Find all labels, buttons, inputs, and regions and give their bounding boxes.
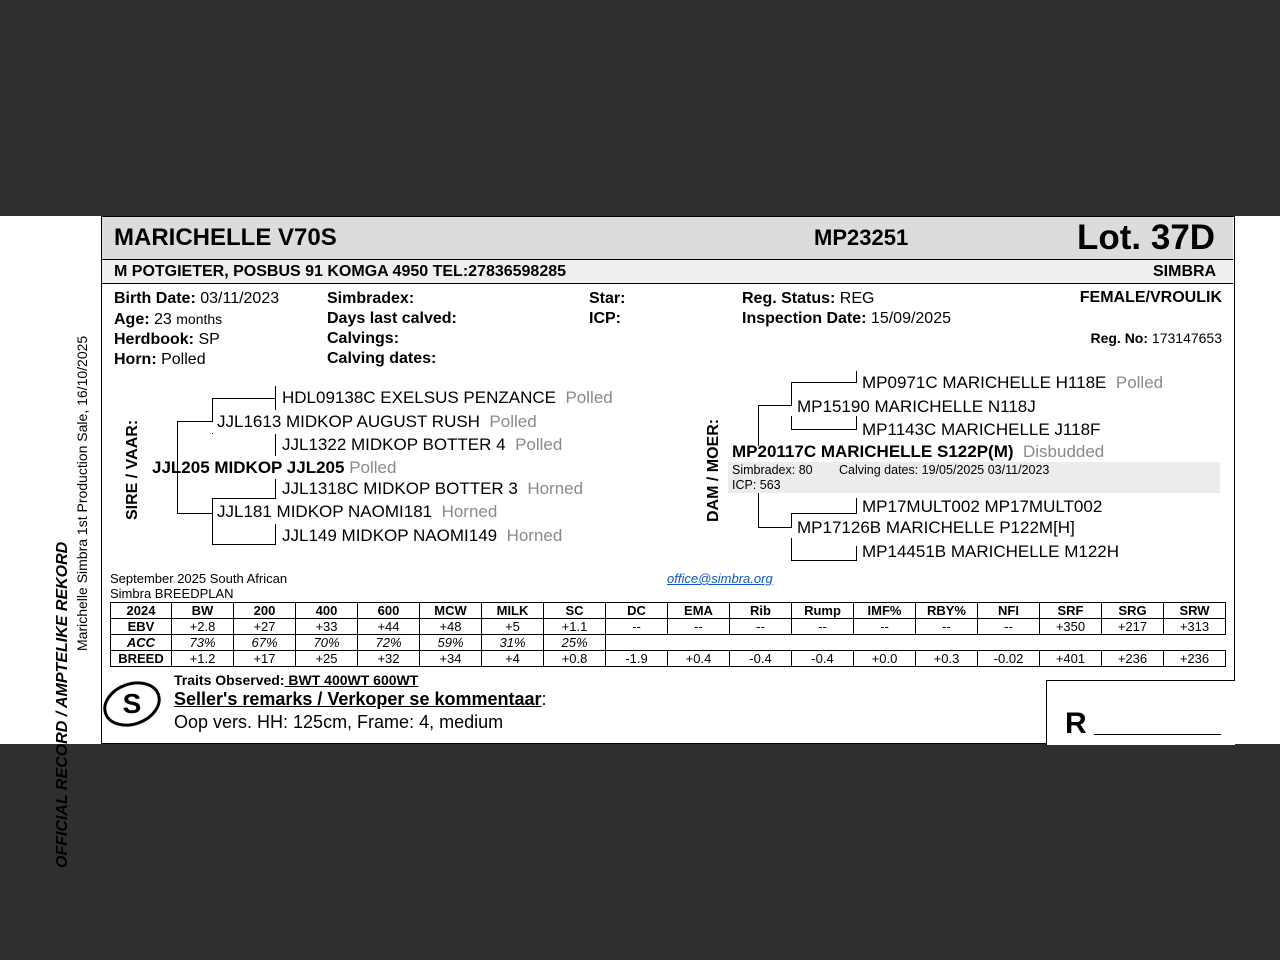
icp-label: ICP: <box>589 310 621 327</box>
logo-letter: S <box>122 688 142 719</box>
details-col-1 <box>114 289 279 370</box>
remarks-label: Seller's remarks / Verkoper se kommentaar <box>174 689 542 709</box>
reg-status: REG <box>839 290 875 307</box>
age-label: Age: <box>114 311 150 328</box>
ssd-horn: Polled <box>515 435 563 454</box>
acc-cell-0: ACC <box>111 635 172 651</box>
official-record-text: OFFICIAL RECORD / AMPTELIKE REKORD <box>54 541 71 868</box>
sire-horn: Polled <box>349 458 397 477</box>
ss-horn: Polled <box>489 412 537 431</box>
ssd-join <box>212 433 213 434</box>
ebv-row <box>111 619 1226 635</box>
hdr-cell-15: SRF <box>1040 603 1102 619</box>
sds-tick <box>275 479 276 499</box>
breed-cell-1: +1.2 <box>172 651 234 667</box>
dam-name: MP20117C MARICHELLE S122P(M) <box>732 442 1014 461</box>
dss-tick <box>856 371 857 383</box>
ebv-cell-11: -- <box>792 619 854 635</box>
hdr-cell-14: NFI <box>978 603 1040 619</box>
dsd-line-h <box>791 429 857 430</box>
sdd-line-v <box>212 513 213 545</box>
sire-line-h1 <box>177 421 213 422</box>
breed-cell-2: +17 <box>234 651 296 667</box>
sdd-line-h <box>212 544 276 545</box>
calving-dates-label: Calving dates: <box>327 350 437 367</box>
ssd-name: JJL1322 MIDKOP BOTTER 4 <box>282 435 506 454</box>
hdr-cell-7: SC <box>544 603 606 619</box>
breed-cell-13: +0.3 <box>916 651 978 667</box>
hdr-cell-3: 400 <box>296 603 358 619</box>
dam-dam: MP17126B MARICHELLE P122M[H] <box>797 518 1075 537</box>
breed-cell-7: +0.8 <box>544 651 606 667</box>
dsd-tick <box>856 416 857 430</box>
acc-cell-11 <box>792 635 854 651</box>
breed-cell-6: +4 <box>482 651 544 667</box>
breed-cell-8: -1.9 <box>606 651 668 667</box>
sire-dam-dam <box>282 526 562 546</box>
ebv-cell-0: EBV <box>111 619 172 635</box>
ssd-tick <box>275 434 276 456</box>
price-r-label: R <box>1065 707 1087 740</box>
dam <box>732 442 1104 462</box>
dam-dam-dam: MP14451B MARICHELLE M122H <box>862 542 1120 561</box>
acc-cell-15 <box>1040 635 1102 651</box>
dss-line-h <box>791 382 857 383</box>
ebv-cell-8: -- <box>606 619 668 635</box>
dam-simbradex: Simbradex: 80 <box>732 463 813 477</box>
dam-sire: MP15190 MARICHELLE N118J <box>797 397 1036 416</box>
dam-label-box <box>705 410 725 524</box>
breedplan-line-2: Simbra BREEDPLAN <box>110 586 234 601</box>
hdr-cell-1: BW <box>172 603 234 619</box>
acc-cell-16 <box>1102 635 1164 651</box>
email-link[interactable]: office@simbra.org <box>667 571 773 586</box>
dam-line-v-top <box>758 405 759 446</box>
hdr-cell-12: IMF% <box>854 603 916 619</box>
breed-cell-0: BREED <box>111 651 172 667</box>
breed-cell-5: +34 <box>420 651 482 667</box>
ebv-table <box>110 602 1226 667</box>
traits-observed <box>174 672 418 688</box>
acc-cell-14 <box>978 635 1040 651</box>
breed-cell-10: -0.4 <box>730 651 792 667</box>
sire-label: SIRE / VAAR: <box>124 419 141 520</box>
inspection-date: 15/09/2025 <box>870 310 951 327</box>
acc-cell-12 <box>854 635 916 651</box>
ebv-cell-6: +5 <box>482 619 544 635</box>
ebv-cell-3: +33 <box>296 619 358 635</box>
dam-sire-sire <box>862 373 1163 393</box>
ebv-cell-17: +313 <box>1164 619 1226 635</box>
herdbook-label: Herdbook: <box>114 331 194 348</box>
hdr-cell-0: 2024 <box>111 603 172 619</box>
sss-tick <box>275 386 276 410</box>
hdr-cell-17: SRW <box>1164 603 1226 619</box>
herdbook: SP <box>198 331 220 348</box>
vertical-sale-name <box>74 306 98 651</box>
ss-line-h <box>212 398 276 399</box>
simbra-logo <box>102 678 162 730</box>
remarks-heading <box>174 689 547 710</box>
animal-id: MP23251 <box>814 225 909 250</box>
days-calved-label: Days last calved: <box>327 310 457 327</box>
dam-horn: Disbudded <box>1022 442 1105 461</box>
ebv-cell-13: -- <box>916 619 978 635</box>
sire-name: JJL205 MIDKOP JJL205 <box>152 458 345 477</box>
dss-name: MP0971C MARICHELLE H118E <box>862 373 1107 392</box>
lot-card <box>0 216 1280 868</box>
details-col-3 <box>589 289 625 329</box>
price-line[interactable] <box>1094 734 1221 735</box>
dd-line-v1 <box>791 513 792 527</box>
dam-icp: ICP: 563 <box>732 478 781 492</box>
sire-sire <box>217 412 537 432</box>
acc-cell-10 <box>730 635 792 651</box>
ds-line-h <box>758 405 792 406</box>
sds-name: JJL1318C MIDKOP BOTTER 3 <box>282 479 518 498</box>
details-col-2 <box>327 289 457 369</box>
simbradex-label: Simbradex: <box>327 290 415 307</box>
sd-line-v <box>212 498 213 514</box>
dss-horn: Polled <box>1115 373 1164 392</box>
ebv-cell-2: +27 <box>234 619 296 635</box>
acc-cell-3: 70% <box>296 635 358 651</box>
sd-name: JJL181 MIDKOP NAOMI181 <box>217 502 433 521</box>
acc-cell-7: 25% <box>544 635 606 651</box>
reg-status-label: Reg. Status: <box>742 290 836 307</box>
sire-dam-sire <box>282 479 583 499</box>
owner-details: M POTGIETER, POSBUS 91 KOMGA 4950 TEL:27836598285 <box>114 263 567 280</box>
acc-cell-1: 73% <box>172 635 234 651</box>
horn: Polled <box>161 351 206 368</box>
sire-dam <box>217 502 497 522</box>
traits-label: Traits Observed: <box>174 672 285 688</box>
ebv-cell-1: +2.8 <box>172 619 234 635</box>
acc-cell-8 <box>606 635 668 651</box>
hdr-cell-6: MILK <box>482 603 544 619</box>
ebv-cell-12: -- <box>854 619 916 635</box>
ss-name: JJL1613 MIDKOP AUGUST RUSH <box>217 412 480 431</box>
details-col-4 <box>742 289 951 329</box>
sss-name: HDL09138C EXELSUS PENZANCE <box>282 388 557 407</box>
remarks-text: Oop vers. HH: 125cm, Frame: 4, medium <box>174 712 504 732</box>
sire-label-box <box>124 412 144 522</box>
hdr-cell-9: EMA <box>668 603 730 619</box>
inspection-label: Inspection Date: <box>742 310 867 327</box>
breed-cell-15: +401 <box>1040 651 1102 667</box>
acc-cell-17 <box>1164 635 1226 651</box>
hdr-cell-8: DC <box>606 603 668 619</box>
ebv-cell-9: -- <box>668 619 730 635</box>
age-value: 23 <box>154 311 172 328</box>
sdd-name: JJL149 MIDKOP NAOMI149 <box>282 526 498 545</box>
breed-cell-14: -0.02 <box>978 651 1040 667</box>
dds-line-h <box>791 513 857 514</box>
acc-cell-5: 59% <box>420 635 482 651</box>
acc-cell-6: 31% <box>482 635 544 651</box>
horn-label: Horn: <box>114 351 157 368</box>
remarks-colon: : <box>541 689 547 709</box>
acc-cell-13 <box>916 635 978 651</box>
hdr-cell-5: MCW <box>420 603 482 619</box>
sale-name-text: Marichelle Simbra 1st Production Sale, 16/10/2025 <box>74 335 90 651</box>
hdr-cell-10: Rib <box>730 603 792 619</box>
dam-sire-dam: MP1143C MARICHELLE J118F <box>862 420 1101 439</box>
ddd-tick <box>856 546 857 561</box>
breedplan-label <box>110 571 287 601</box>
dsd-line-v <box>791 416 792 430</box>
ebv-cell-7: +1.1 <box>544 619 606 635</box>
ebv-cell-15: +350 <box>1040 619 1102 635</box>
acc-cell-2: 67% <box>234 635 296 651</box>
dam-dam-sire: MP17MULT002 MP17MULT002 <box>862 497 1103 516</box>
sss-horn: Polled <box>565 388 613 407</box>
dam-label: DAM / MOER: <box>705 418 722 522</box>
acc-row <box>111 635 1226 651</box>
sire-sire-sire <box>282 388 613 408</box>
sd-line-h <box>212 498 276 499</box>
breed-cell-4: +32 <box>358 651 420 667</box>
ebv-cell-4: +44 <box>358 619 420 635</box>
sdd-tick <box>275 524 276 545</box>
hdr-cell-2: 200 <box>234 603 296 619</box>
sdd-horn: Horned <box>506 526 563 545</box>
hdr-cell-16: SRG <box>1102 603 1164 619</box>
sire-sire-dam <box>282 435 562 455</box>
ebv-header-row <box>111 603 1226 619</box>
star-label: Star: <box>589 290 626 307</box>
traits-value: BWT 400WT 600WT <box>284 672 419 688</box>
calvings-label: Calvings: <box>327 330 400 347</box>
hdr-cell-4: 600 <box>358 603 420 619</box>
reg-no <box>1090 330 1222 346</box>
breed-name: SIMBRA <box>1153 263 1217 280</box>
ebv-cell-5: +48 <box>420 619 482 635</box>
lot-number: Lot. 37D <box>1077 218 1216 257</box>
dam-line-v-bot <box>758 492 759 528</box>
breed-cell-16: +236 <box>1102 651 1164 667</box>
breedplan-line-1: September 2025 South African <box>110 571 288 586</box>
birth-date-label: Birth Date: <box>114 290 196 307</box>
ebv-cell-14: -- <box>978 619 1040 635</box>
acc-cell-9 <box>668 635 730 651</box>
sex: FEMALE/VROULIK <box>1079 289 1222 306</box>
dds-tick <box>856 498 857 514</box>
sire-line-h2 <box>177 513 213 514</box>
sd-horn: Horned <box>441 502 498 521</box>
ss-line-v <box>212 398 213 422</box>
ddd-line-h <box>791 560 857 561</box>
animal-name: MARICHELLE V70S <box>114 224 337 251</box>
age-unit: months <box>176 311 223 327</box>
breed-cell-17: +236 <box>1164 651 1226 667</box>
dd-line-v2 <box>791 538 792 561</box>
dd-line-h <box>758 527 792 528</box>
ebv-cell-16: +217 <box>1102 619 1164 635</box>
sds-horn: Horned <box>527 479 584 498</box>
acc-cell-4: 72% <box>358 635 420 651</box>
hdr-cell-13: RBY% <box>916 603 978 619</box>
ds-line-v <box>791 382 792 406</box>
breed-cell-9: +0.4 <box>668 651 730 667</box>
sire <box>152 458 396 478</box>
reg-no-value: 173147653 <box>1151 330 1222 346</box>
dam-calving-dates: Calving dates: 19/05/2025 03/11/2023 <box>839 463 1050 477</box>
birth-date: 03/11/2023 <box>200 290 280 307</box>
hdr-cell-11: Rump <box>792 603 854 619</box>
breed-cell-12: +0.0 <box>854 651 916 667</box>
breed-cell-3: +25 <box>296 651 358 667</box>
breed-cell-11: -0.4 <box>792 651 854 667</box>
breed-row <box>111 651 1226 667</box>
reg-no-label: Reg. No: <box>1090 330 1149 346</box>
ebv-cell-10: -- <box>730 619 792 635</box>
